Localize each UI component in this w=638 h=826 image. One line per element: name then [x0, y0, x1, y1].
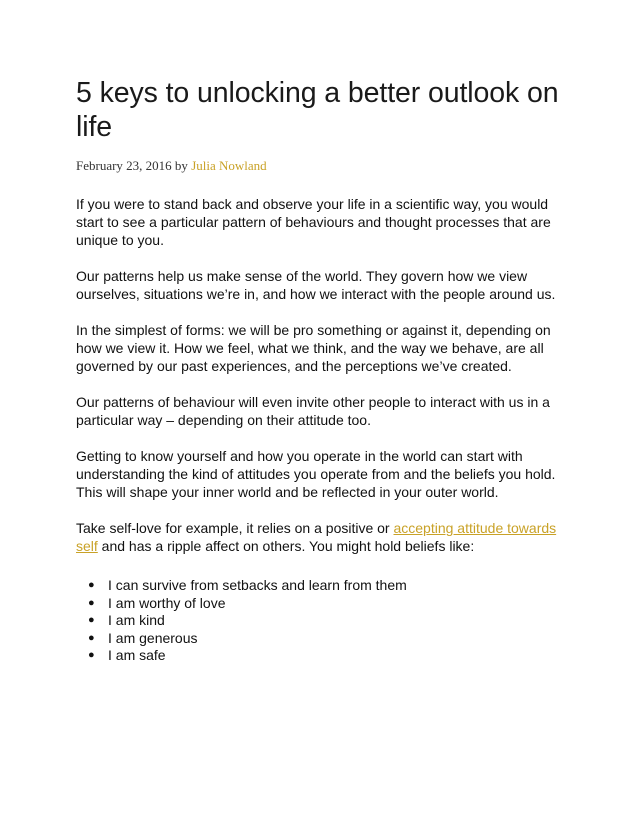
paragraph-2: Our patterns help us make sense of the world. They govern how we view ourselves, situations we’re in, and how we interact with the people around us. — [76, 268, 556, 302]
paragraph-4: Our patterns of behaviour will even invite other people to interact with us in a particular way – depending on their attitude too. — [76, 394, 550, 428]
article-title: 5 keys to unlocking a better outlook on life — [76, 77, 559, 143]
list-item — [76, 612, 576, 630]
paragraph-6 — [76, 519, 576, 555]
list-item-text: I am generous — [108, 629, 198, 646]
bullet-icon: ● — [88, 649, 95, 661]
bullet-icon: ● — [88, 579, 95, 591]
article-date: February 23, 2016 by — [76, 158, 192, 173]
accepting-attitude-link[interactable]: accepting attitude towards self — [76, 520, 557, 554]
list-item-text: I am kind — [108, 612, 165, 628]
author-link[interactable]: Julia Nowland — [191, 158, 267, 173]
paragraph-3: In the simplest of forms: we will be pro something or against it, depending on how we view it. How we feel, what we think, and the way we behave, are all governed by our past experiences, and the perceptions we’ve created. — [76, 322, 551, 374]
list-item — [76, 577, 576, 595]
list-item-text: I am worthy of love — [108, 594, 226, 611]
beliefs-list — [76, 577, 576, 665]
paragraph-6-text-before: Take self-love for example, it relies on a positive or — [76, 520, 394, 536]
list-item — [76, 647, 576, 665]
paragraph-1: If you were to stand back and observe your life in a scientific way, you would start to see a particular pattern of behaviours and thought processes that are unique to you. — [76, 196, 551, 248]
article-content — [76, 76, 576, 665]
bullet-icon: ● — [88, 614, 95, 626]
list-item — [76, 630, 576, 648]
article-byline — [76, 158, 576, 174]
bullet-icon: ● — [88, 596, 95, 609]
list-item-text: I am safe — [108, 647, 166, 663]
list-item-text: I can survive from setbacks and learn from them — [108, 577, 407, 593]
paragraph-5: Getting to know yourself and how you operate in the world can start with understanding the kind of attitudes you operate from and the beliefs you hold. This will shape your inner world and be reflected in your outer world. — [76, 448, 556, 500]
list-item — [76, 595, 576, 613]
bullet-icon: ● — [88, 631, 95, 644]
paragraph-6-text-after: and has a ripple affect on others. You might hold beliefs like: — [97, 538, 475, 554]
